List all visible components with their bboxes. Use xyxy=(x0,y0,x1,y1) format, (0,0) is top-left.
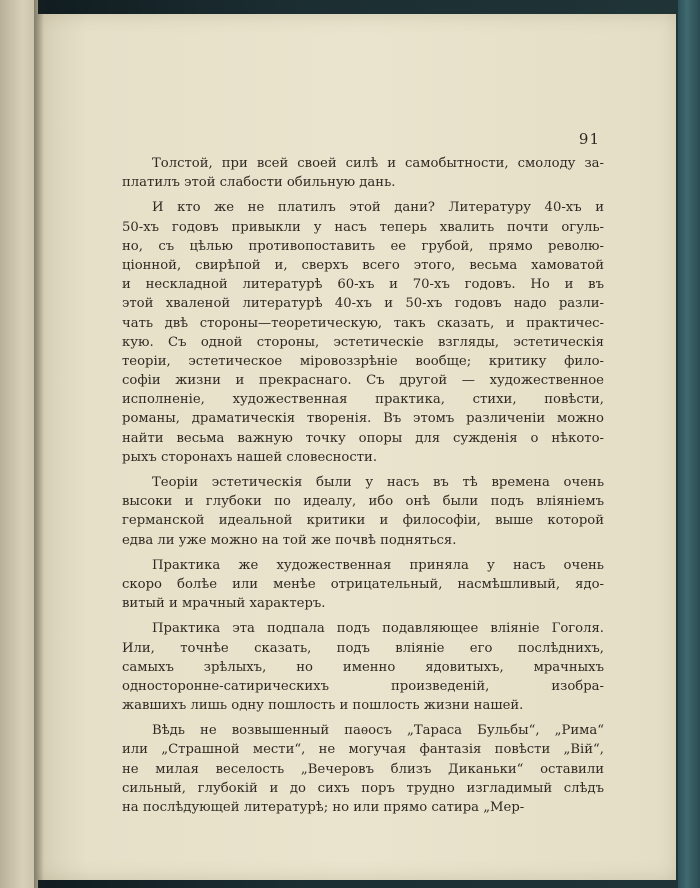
text-line: Практика эта подпала подъ подавляющее вліяніе Гоголя. xyxy=(152,621,604,637)
text-line: Теоріи эстетическія были у насъ въ тѣ времена очень xyxy=(152,475,604,490)
text-line: 50-хъ годовъ привыкли у насъ теперь хвалить почти огуль- xyxy=(122,219,604,235)
text-line: Практика же художественная приняла у насъ очень xyxy=(152,557,604,573)
text-line: не милая веселость „Вечеровъ близъ Диканьки“ оставили xyxy=(122,761,604,777)
page-number: 91 xyxy=(578,130,600,148)
text-line: исполненіе, художественная практика, стихи, повѣсти, xyxy=(122,392,604,408)
text-line: рыхъ сторонахъ нашей словесности. xyxy=(122,449,378,465)
text-line: самыхъ зрѣлыхъ, но именно ядовитыхъ, мрачныхъ xyxy=(122,659,604,675)
text-line: теоріи, эстетическое міровоззрѣніе вообще; критику фило- xyxy=(122,353,604,369)
text-line: этой хваленой литературѣ 40-хъ и 50-хъ годовъ надо разли- xyxy=(122,296,604,312)
paragraph xyxy=(122,198,604,467)
paragraph xyxy=(122,473,604,550)
text-line: едва ли уже можно на той же почвѣ подняться. xyxy=(122,532,457,548)
paragraph xyxy=(122,721,604,817)
facing-page-edge xyxy=(0,0,38,888)
text-line: германской идеальной критики и философіи, выше которой xyxy=(122,513,604,529)
text-line: кую. Съ одной стороны, эстетическіе взгляды, эстетическія xyxy=(122,334,604,350)
text-line: чать двѣ стороны—теоретическую, такъ сказать, и практичес- xyxy=(122,315,604,331)
text-line: Вѣдь не возвышенный паѳосъ „Тараса Бульбы“, „Рима“ xyxy=(152,723,604,739)
text-line: платилъ этой слабости обильную дань. xyxy=(122,175,396,191)
text-line: односторонне-сатирическихъ произведеній, изобра- xyxy=(122,678,604,694)
text-line: жавшихъ лишь одну пошлость и пошлость жизни нашей. xyxy=(122,698,524,714)
text-line: романы, драматическія творенія. Въ этомъ различеніи можно xyxy=(122,411,604,427)
book-cover-edge xyxy=(678,0,700,888)
text-line: ціонной, свирѣпой и, сверхъ всего этого, весьма хамоватой xyxy=(122,257,604,273)
text-line: найти весьма важную точку опоры для сужденія о нѣкото- xyxy=(122,430,604,446)
text-line: сильный, глубокій и до сихъ поръ трудно изгладимый слѣдъ xyxy=(122,780,604,796)
text-line: но, съ цѣлью противопоставить ее грубой, прямо револю- xyxy=(122,238,604,254)
paragraph xyxy=(122,154,604,192)
paragraph xyxy=(122,556,604,614)
text-line: И кто же не платилъ этой дани? Литературу 40-хъ и xyxy=(152,200,604,216)
text-line: Или, точнѣе сказать, подъ вліяніе его послѣднихъ, xyxy=(122,640,604,656)
text-line: на послѣдующей литературѣ; но или прямо сатира „Мер- xyxy=(122,800,525,815)
text-line: и нескладной литературѣ 60-хъ и 70-хъ годовъ. Но и въ xyxy=(122,277,604,293)
gutter-shadow xyxy=(34,0,44,888)
text-line: высоки и глубоки по идеалу, ибо онѣ были подъ вліяніемъ xyxy=(122,494,604,510)
text-line: или „Страшной мести“, не могучая фантазія повѣсти „Вій“, xyxy=(122,742,604,758)
text-line: софіи жизни и прекраснаго. Съ другой — художественное xyxy=(122,373,604,389)
text-line: витый и мрачный характеръ. xyxy=(122,596,326,612)
page-text xyxy=(122,154,604,817)
text-line: скоро болѣе или менѣе отрицательный, насмѣшливый, ядо- xyxy=(122,576,604,592)
paragraph xyxy=(122,619,604,715)
text-line: Толстой, при всей своей силѣ и самобытности, смолоду за- xyxy=(152,156,604,171)
book-page xyxy=(36,14,676,880)
